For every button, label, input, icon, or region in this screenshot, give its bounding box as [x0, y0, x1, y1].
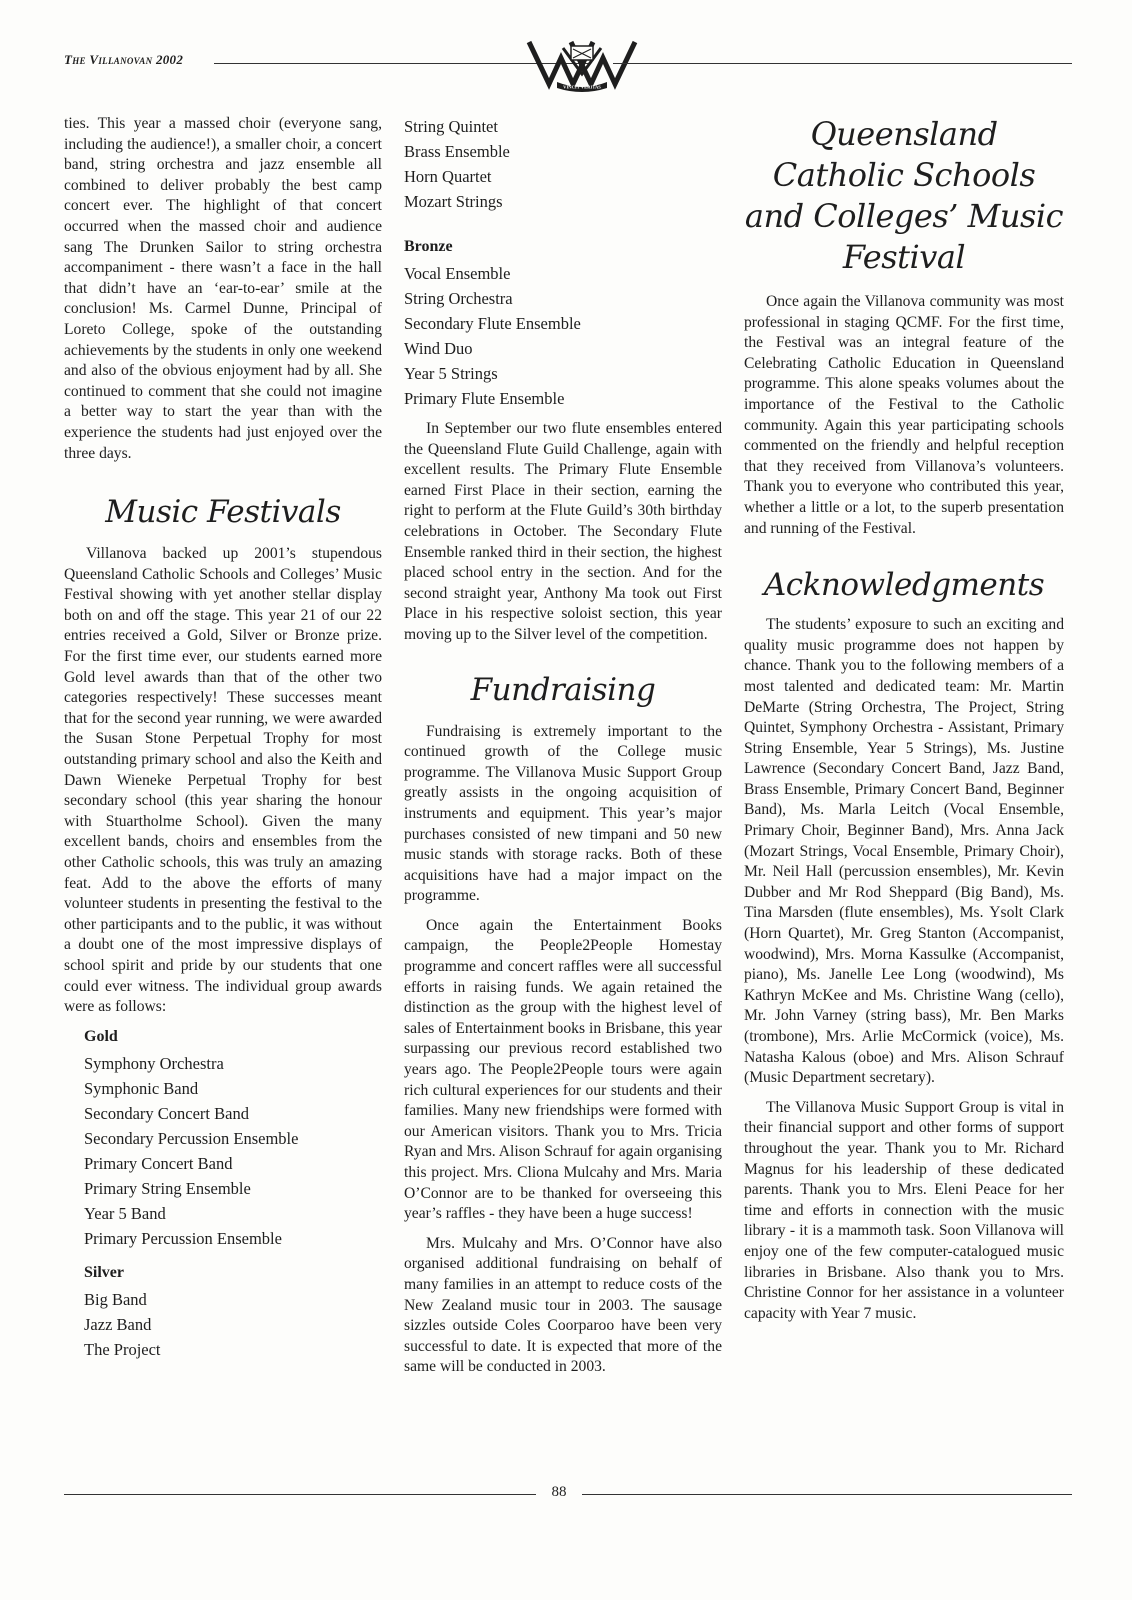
- list-item: Primary Flute Ensemble: [404, 389, 565, 408]
- list-item: Year 5 Band: [84, 1203, 166, 1223]
- villanova-crest-logo: [523, 36, 641, 92]
- list-item: Symphony Orchestra: [84, 1053, 224, 1073]
- footer-rule-left: [64, 1494, 536, 1495]
- silver-heading: Silver: [84, 1263, 124, 1281]
- column-2: [404, 114, 722, 1378]
- fundraising-paragraph-2: Once again the Entertainment Books campaign, the People2People Homestay programme and concert raffles were all successful efforts in raising funds. We again retained the distinction as the group with the highest level of sales of Entertainment books in Brisbane, this year surpassing our previous record established two years ago. The People2People tours were again rich cultural experiences for our students and their families. Many new friendships were formed with our American visitors. Thank you to Mrs. Tricia Ryan and Mrs. Alison Schrauf for again organising this project. Mrs. Cliona Mulcahy and Mrs. Maria O’Connor are to be thanked for overseeing this year’s raffles - they have been a huge success!: [404, 916, 722, 1223]
- list-item: Mozart Strings: [404, 192, 503, 211]
- music-festivals-paragraph: Villanova backed up 2001’s stupendous Queensland Catholic Schools and Colleges’ Music Festival showing with yet another stellar display both on and off the stage. This year 21 of our 22 entries received a Gold, Silver or Bronze prize. For the first time ever, our students earned more Gold level awards than that of the other two categories respectively! These successes meant that for the second year running, we were awarded the Susan Stone Perpetual Trophy for most outstanding primary school and also the Keith and Dawn Wieneke Perpetual Trophy for best secondary school (this year sharing the honour with Stuartholme School). Given the many excellent bands, choirs and ensembles from the other Catholic schools, this was truly an amazing feat. Add to the above the efforts of many volunteer students in presenting the festival to the other participants and to the public, it was without a doubt one of the most impressive displays of school spirit and pride by our students that one could ever witness. The individual group awards were as follows:: [64, 545, 382, 1016]
- silver-awards-list-continued: [404, 114, 722, 214]
- page-number: 88: [551, 1484, 567, 1500]
- intro-paragraph: ties. This year a massed choir (everyone sang, including the audience!), a smaller choir, a concert band, string orchestra and jazz ensemble all combined to deliver probably the best camp concert ever. The highlight of that concert occurred when the massed choir and audience sang The Drunken Sailor to string orchestra accompaniment - there wasn’t a face in the hall that didn’t have an ‘ear-to-ear’ smile at the conclusion! Ms. Carmel Dunne, Principal of Loreto College, spoke of the outstanding achievements by the students in only one weekend and also of the obvious enjoyment had by all. She continued to comment that she could not imagine a better way to start the year than with the experience the students had just enjoyed over the three days.: [64, 115, 382, 462]
- list-item: Primary Percussion Ensemble: [84, 1228, 282, 1248]
- list-item: Primary Concert Band: [84, 1153, 233, 1173]
- list-item: Symphonic Band: [84, 1078, 199, 1098]
- list-item: Primary String Ensemble: [84, 1178, 251, 1198]
- heading-music-festivals: Music Festivals: [105, 494, 341, 531]
- list-item: String Orchestra: [404, 289, 513, 308]
- heading-acknowledgments: Acknowledgments: [763, 567, 1045, 604]
- list-item: Horn Quartet: [404, 167, 492, 186]
- page-header: [64, 44, 1072, 90]
- list-item: Secondary Flute Ensemble: [404, 314, 581, 333]
- fundraising-paragraph-3: Mrs. Mulcahy and Mrs. O’Connor have also organised additional fundraising on behalf of many families in an attempt to reduce costs of the New Zealand music tour in 2003. The sausage sizzles outside Coles Coorparoo have been very successful to date. It is expected that more of the same will be conducted in 2003.: [404, 1234, 722, 1376]
- acknowledgments-paragraph-1: The students’ exposure to such an exciting and quality music programme does not happen by chance. Thank you to the following members of a most talented and dedicated team: Mr. Martin DeMarte (String Orchestra, The Project, String Quintet, Symphony Orchestra - Assistant, Primary String Ensemble, Year 5 Strings), Ms. Justine Lawrence (Secondary Concert Band, Jazz Band, Brass Ensemble, Primary Concert Band, Beginner Band), Ms. Marla Leitch (Vocal Ensemble, Primary Choir, Beginner Band), Mrs. Anna Jack (Mozart Strings, Vocal Ensemble, Primary Choir), Mr. Neil Hall (percussion ensembles), Mr. Kevin Dubber and Mr Rod Sheppard (Big Band), Ms. Tina Marsden (flute ensembles), Ms. Ysolt Clark (Horn Quartet), Mr. Greg Stanton (Accompanist, woodwind), Mrs. Morna Kassulke (Accompanist, piano), Ms. Janelle Lee Long (woodwind), Ms Kathryn McKee and Ms. Christine Wang (cello), Mr. John Varney (string bass), Mr. Ben Marks (trombone), Mrs. Arlie McCormick (voice), Ms. Natasha Kalous (oboe) and Mrs. Alison Schrauf (Music Department secretary).: [744, 616, 1064, 1087]
- list-item: Secondary Percussion Ensemble: [84, 1128, 299, 1148]
- bronze-heading: Bronze: [404, 238, 453, 255]
- heading-fundraising: Fundraising: [470, 671, 656, 708]
- list-item: Wind Duo: [404, 339, 473, 358]
- flute-guild-paragraph: In September our two flute ensembles entered the Queensland Flute Guild Challenge, again with excellent results. The Primary Flute Ensemble earned First Place in their section, earning the right to perform at the Flute Guild’s 30th birthday celebrations in October. The Secondary Flute Ensemble ranked third in their section, the highest placed school entry in the section. And for the second straight year, Anthony Ma took out First Place in his respective soloist section, this year moving up to the Silver level of the competition.: [404, 420, 722, 643]
- bronze-awards-list: [404, 261, 722, 411]
- publication-title: The Villanovan 2002: [64, 52, 184, 67]
- silver-awards-list: [64, 1287, 382, 1362]
- list-item: Jazz Band: [84, 1314, 152, 1334]
- gold-heading: Gold: [84, 1027, 118, 1045]
- list-item: The Project: [84, 1339, 161, 1359]
- acknowledgments-paragraph-2: The Villanova Music Support Group is vital in their financial support and other forms of support throughout the year. Thank you to Mr. Richard Magnus for his leadership of these dedicated parents. Thank you to Mrs. Eleni Peace for her time and efforts in connection with the music library - it is a mammoth task. Soon Villanova will enjoy one of the few computer-catalogued music libraries in Brisbane. Also thank you to Mrs. Christine Connor for her assistance in a volunteer capacity with Year 7 music.: [744, 1098, 1064, 1322]
- footer-rule-right: [582, 1494, 1072, 1495]
- gold-awards-list: [64, 1051, 382, 1251]
- logo-motto: VINCIT VERITAS: [563, 84, 601, 90]
- list-item: String Quintet: [404, 117, 498, 136]
- list-item: Year 5 Strings: [404, 364, 498, 383]
- list-item: Brass Ensemble: [404, 142, 510, 161]
- header-rule-right: [613, 63, 1072, 64]
- column-1: [64, 114, 382, 1362]
- list-item: Vocal Ensemble: [404, 264, 511, 283]
- list-item: Secondary Concert Band: [84, 1103, 249, 1123]
- fundraising-paragraph-1: Fundraising is extremely important to the continued growth of the College music programme. The Villanova Music Support Group greatly assists in the ongoing acquisition of instruments and equipment. This year’s major purchases consisted of new timpani and 50 new music stands with storage racks. Both of these acquisitions have had a major impact on the programme.: [404, 722, 722, 905]
- heading-qcmf: Queensland Catholic Schools and Colleges’ Music Festival: [744, 115, 1064, 276]
- page-footer: [64, 1484, 1072, 1508]
- qcmf-paragraph: Once again the Villanova community was most professional in staging QCMF. For the first time, the Festival was an integral feature of the Celebrating Catholic Education in Queensland programme. This alone speaks volumes about the importance of the Festival to the Catholic community. Again this year participating schools commented on the friendly and helpful reception that they received from Villanova’s volunteers. Thank you to everyone who contributed this year, whether a little or a lot, to the superb presentation and running of the Festival.: [744, 293, 1064, 537]
- column-3: [744, 114, 1064, 1324]
- list-item: Big Band: [84, 1289, 147, 1309]
